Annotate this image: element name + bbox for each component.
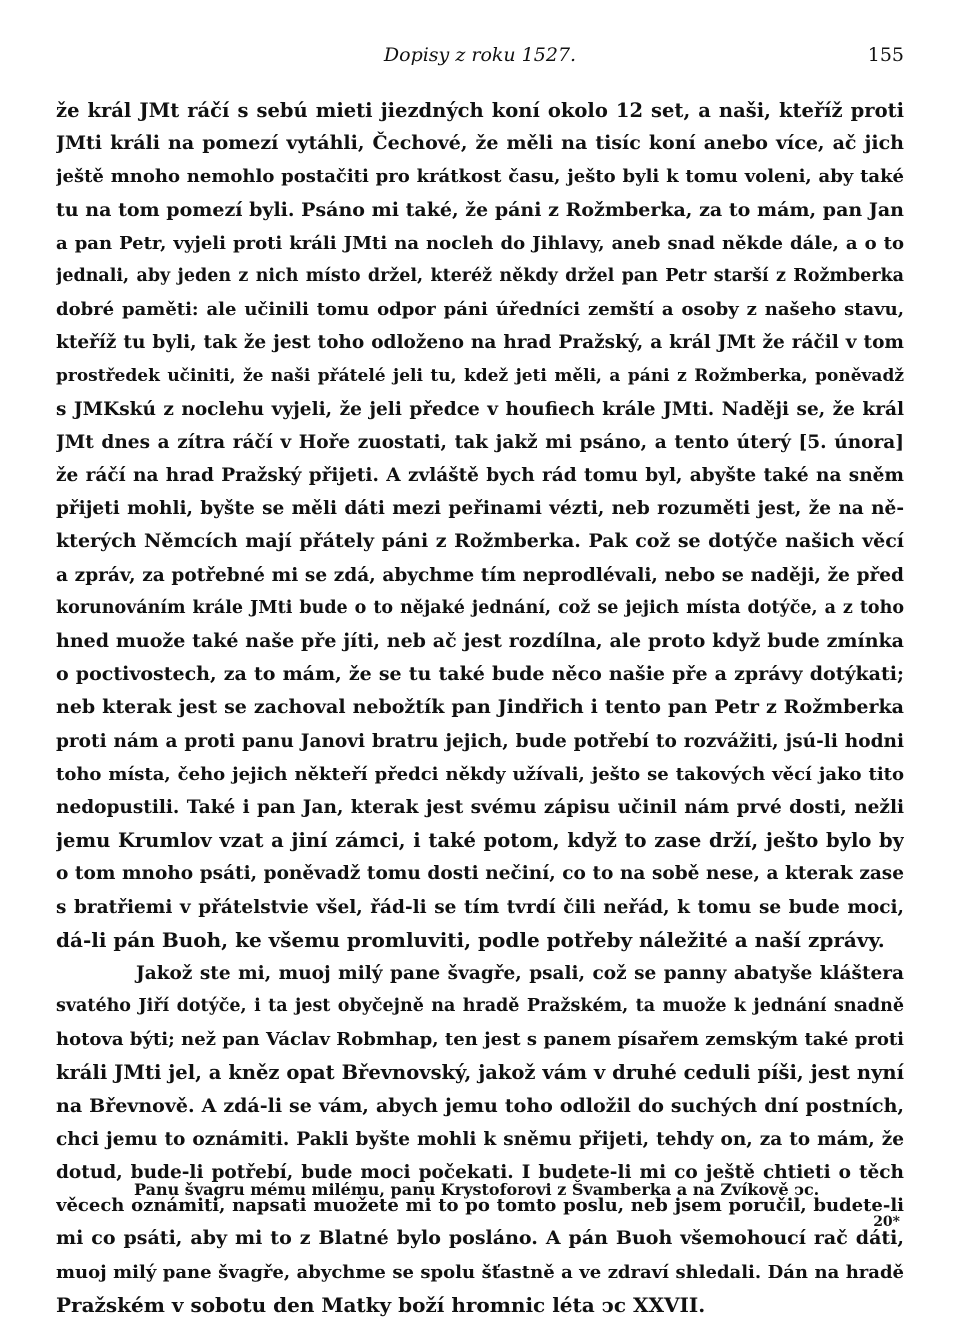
text-line: králi JMti jel, a kněz opat Břevnovský, jakož vám v druhé ceduli píši, jest nyní (56, 1061, 904, 1085)
text-line: a pan Petr, vyjeli proti králi JMti na nocleh do Jihlavy, aneb snad někde dále, a o to (56, 232, 904, 254)
text-line: na Břevnově. A zdá-li se vám, abych jemu toho odložil do suchých dní postních, (56, 1094, 904, 1117)
text-line: muoj milý pane švagře, abychme se spolu šťastně a ve zdraví shledali. Dán na hradě (56, 1261, 904, 1283)
letter-body (56, 94, 904, 1322)
text-line: dotud, bude-li potřebí, bude moci počekati. I budete-li mi co ještě chtieti o těch (56, 1162, 904, 1183)
text-line: dá-li pán Buoh, ke všemu promluviti, podle potřeby náležité a naší zprávy. (56, 927, 885, 952)
text-line: Pražském v sobotu den Matky boží hromnic léta ↄc XXVII. (56, 1292, 706, 1317)
text-line: kterých Němcích mají přátely páni z Rožmberka. Pak což se dotýče našich věcí (56, 530, 904, 553)
text-line: ještě mnoho nemohlo postačiti pro krátkost času, ješto byli k tomu voleni, aby také (56, 166, 904, 188)
text-line: toho místa, čeho jejich někteří předci někdy užívali, ješto se takových věcí jako tito (56, 763, 904, 785)
text-line: proti nám a proti panu Janovi bratru jejich, bude potřebí to rozvážiti, jsú-li hodni (56, 730, 904, 752)
text-line: a zpráv, za potřebné mi se zdá, abychme tím neprodlévali, nebo se naději, že před (56, 564, 904, 586)
text-line: o tom mnoho psáti, poněvadž tomu dosti nečiní, co to na sobě nese, a kterak zase (56, 863, 904, 885)
text-line: korunováním krále JMti bude o to nějaké jednání, což se jejich místa dotýče, a z toho (56, 597, 904, 618)
text-line: dobré paměti: ale učinili tomu odpor páni úředníci zemští a osoby z našeho stavu, (56, 299, 904, 321)
text-line: jemu Krumlov vzat a jiní zámci, i také potom, když to zase drží, ješto bylo by (56, 829, 904, 853)
text-line: tu na tom pomezí byli. Psáno mi také, že páni z Rožmberka, za to mám, pan Jan (56, 198, 904, 221)
text-line: s JMKskú z noclehu vyjeli, že jeli předce v houfiech krále JMti. Naději se, že král (56, 398, 904, 420)
text-line: prostředek učiniti, že naši přátelé jeli tu, kdež jeti měli, a páni z Rožmberka, poněvadž (56, 365, 904, 386)
text-line: věcech oznámiti, napsati muožete mi to po tomto poslu, neb jsem poručil, budete-li (56, 1195, 904, 1217)
text-line: Jakož ste mi, muoj milý pane švagře, psali, což se panny abatyše kláštera (136, 962, 904, 984)
text-line: kteříž tu byli, tak že jest toho odloženo na hrad Pražský, a král JMt že ráčil v tom (56, 332, 904, 354)
text-line: hotova býti; než pan Václav Robmhap, ten jest s panem písařem zemským také proti (56, 1029, 904, 1051)
address-line: Panu švagru mému milému, panu Krystoforovi z Švamberka a na Zvíkově ↄc. (134, 1180, 820, 1199)
text-line: nedopustili. Také i pan Jan, kterak jest svému zápisu učinil nám prvé dosti, nežli (56, 796, 904, 818)
text-line: svatého Jiří dotýče, i ta jest obyčejně na hradě Pražském, ta muože k jednání snadně (56, 996, 904, 1017)
page-header (56, 44, 904, 74)
text-line: přijeti mohli, byšte se měli dáti mezi peřinami vézti, neb rozuměti jest, že na ně- (56, 498, 904, 520)
running-title: Dopisy z roku 1527. (383, 44, 577, 66)
text-line: s bratřiemi v přátelstvie všel, řád-li se tím tvrdí čili neřád, k tomu se bude moci, (56, 896, 904, 918)
text-line: že ráčí na hrad Pražský přijeti. A zvláště bych rád tomu byl, abyšte také na sněm (56, 465, 904, 487)
text-line: o poctivostech, za to mám, že se tu také bude něco našie pře a zprávy dotýkati; (56, 663, 904, 686)
text-line: mi co psáti, aby mi to z Blatné bylo posláno. A pán Buoh všemohoucí rač dáti, (56, 1227, 904, 1250)
text-line: že král JMt ráčí s sebú mieti jiezdných koní okolo 12 set, a naši, kteříž proti (56, 99, 904, 122)
text-line: neb kterak jest se zachoval nebožtík pan Jindřich i tento pan Petr z Rožmberka (56, 696, 904, 719)
text-line: JMt dnes a zítra ráčí v Hoře zuostati, tak jakž mi psáno, a tento úterý [5. února] (56, 431, 904, 453)
text-line: chci jemu to oznámiti. Pakli byšte mohli k sněmu přijeti, tehdy on, za to mám, že (56, 1128, 904, 1150)
text-line: jednali, aby jeden z nich místo držel, kteréž někdy držel pan Petr starší z Rožmberka (56, 265, 904, 286)
text-line: JMti králi na pomezí vytáhli, Čechové, že měli na tisíc koní anebo více, ač jich (56, 132, 904, 155)
page-number: 155 (867, 44, 904, 66)
signature-mark: 20* (873, 1214, 900, 1230)
text-line: hned muože také naše pře jíti, neb ač jest rozdílna, ale proto když bude zmínka (56, 630, 904, 652)
